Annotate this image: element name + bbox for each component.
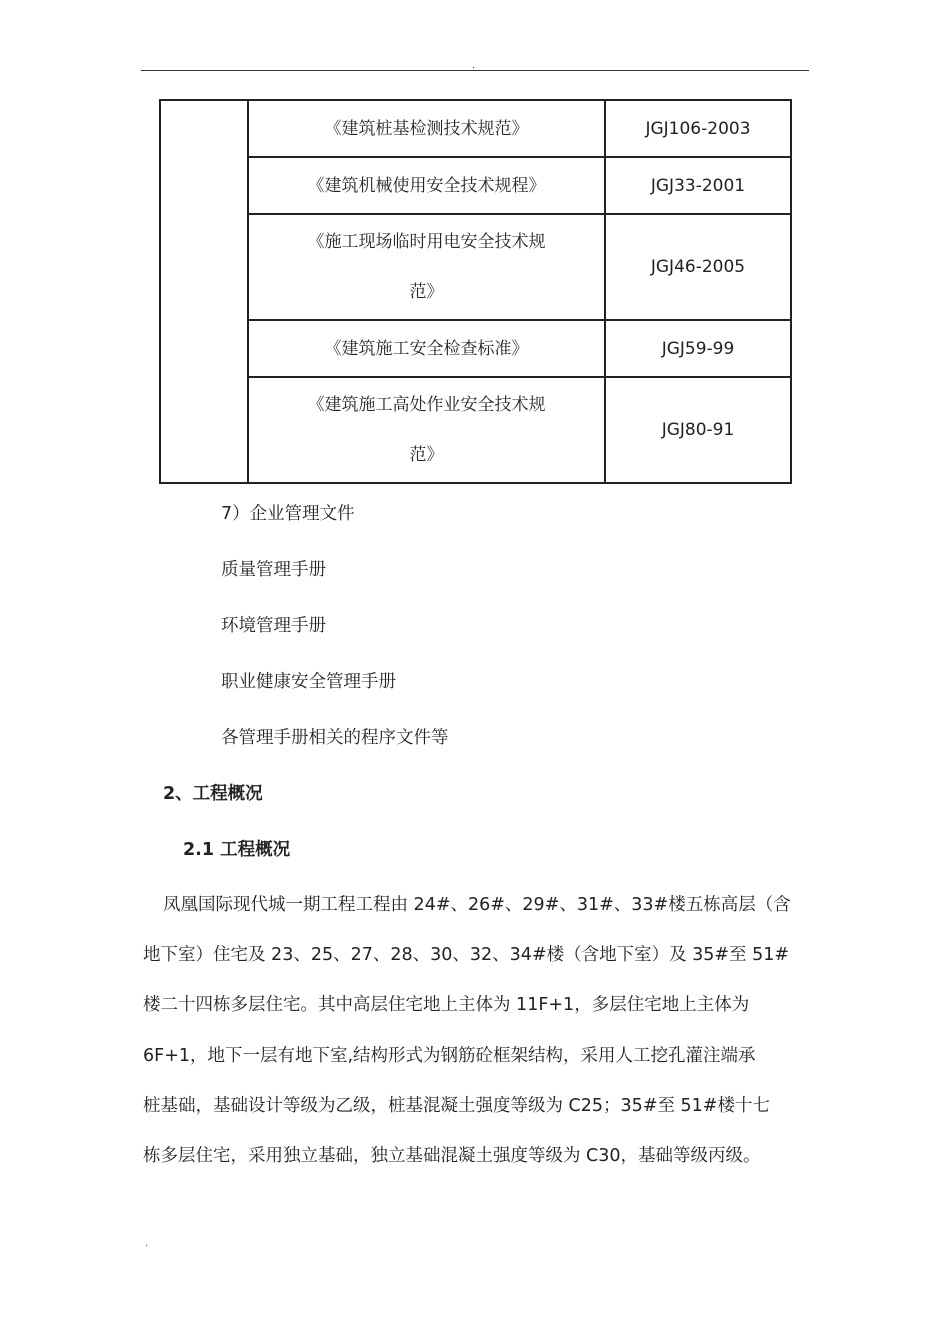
enterprise-docs-heading: 7）企业管理文件 xyxy=(221,504,355,524)
standard-name-line1: 《施工现场临时用电安全技术规 xyxy=(307,232,546,252)
list-item: 质量管理手册 xyxy=(221,560,326,580)
footer-mark: . xyxy=(145,1238,149,1249)
paragraph-line: 楼二十四栋多层住宅。其中高层住宅地上主体为 11F+1，多层住宅地上主体为 xyxy=(143,995,750,1015)
table-row xyxy=(160,377,791,483)
paragraph-line: 6F+1，地下一层有地下室,结构形式为钢筋砼框架结构，采用人工挖孔灌注端承 xyxy=(143,1046,756,1066)
standard-name xyxy=(248,377,605,483)
list-item: 环境管理手册 xyxy=(221,616,326,636)
standard-code: JGJ46-2005 xyxy=(605,214,791,320)
standard-name-line2: 范》 xyxy=(409,445,444,465)
list-item: 职业健康安全管理手册 xyxy=(221,672,396,692)
standard-name: 《建筑桩基检测技术规范》 xyxy=(248,100,605,157)
standards-table xyxy=(159,99,792,484)
paragraph-line: 栋多层住宅，采用独立基础，独立基础混凝土强度等级为 C30，基础等级丙级。 xyxy=(143,1146,761,1166)
standard-name: 《建筑机械使用安全技术规程》 xyxy=(248,157,605,214)
standard-name-line2: 范》 xyxy=(409,282,444,302)
section-title: 2、工程概况 xyxy=(163,784,263,804)
standard-name xyxy=(248,214,605,320)
paragraph-line: 地下室）住宅及 23、25、27、28、30、32、34#楼（含地下室）及 35#至 51# xyxy=(143,945,790,965)
table-row xyxy=(160,214,791,320)
category-cell xyxy=(160,100,248,483)
standard-name-line1: 《建筑施工高处作业安全技术规 xyxy=(307,395,546,415)
table-row xyxy=(160,100,791,157)
subsection-title: 2.1 工程概况 xyxy=(183,840,291,860)
table-row xyxy=(160,157,791,214)
header-rule xyxy=(141,70,809,71)
standard-code: JGJ80-91 xyxy=(605,377,791,483)
paragraph-line: 桩基础，基础设计等级为乙级，桩基混凝土强度等级为 C25；35#至 51#楼十七 xyxy=(143,1096,770,1116)
standard-code: JGJ33-2001 xyxy=(605,157,791,214)
list-item: 各管理手册相关的程序文件等 xyxy=(221,728,449,748)
header-mark: . xyxy=(472,60,476,71)
standard-name: 《建筑施工安全检查标准》 xyxy=(248,320,605,377)
table-row xyxy=(160,320,791,377)
standard-code: JGJ59-99 xyxy=(605,320,791,377)
paragraph-line: 凤凰国际现代城一期工程工程由 24#、26#、29#、31#、33#楼五栋高层（含 xyxy=(163,895,791,915)
standard-code: JGJ106-2003 xyxy=(605,100,791,157)
